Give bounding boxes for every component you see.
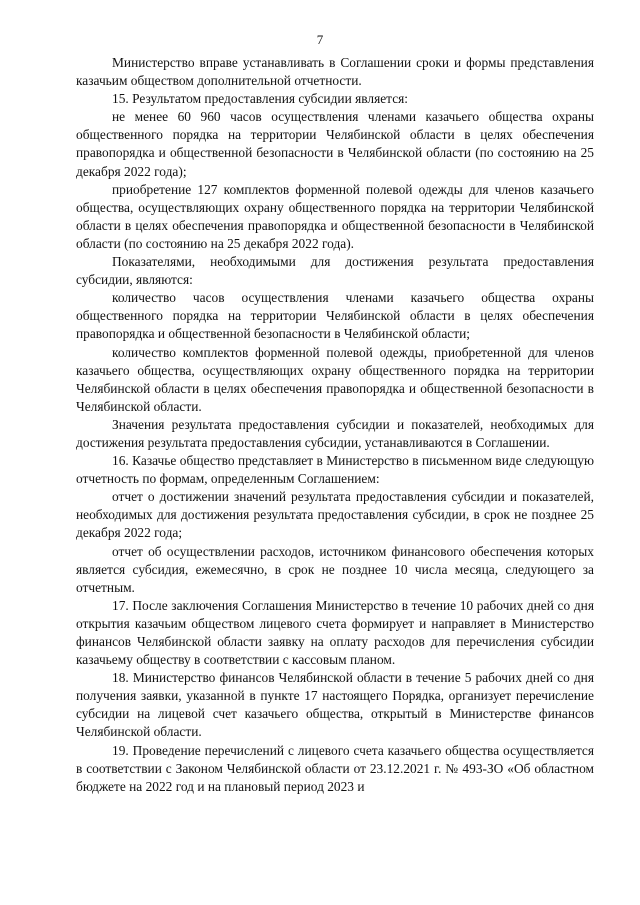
paragraph: 18. Министерство финансов Челябинской области в течение 5 рабочих дней со дня получения заявки, указанной в пункте 17 настоящего Порядка, организует перечисление субсидии на лицевой счет казачьего общества, открытый в Министерстве финансов Челябинской области.: [76, 670, 594, 740]
paragraph: 15. Результатом предоставления субсидии является:: [112, 91, 409, 107]
paragraph: не менее 60 960 часов осуществления членами казачьего общества охраны общественного порядка на территории Челябинской области в целях обеспечения правопорядка и общественной безопасности в Челябинской области (по состоянию на 25 декабря 2022 года);: [76, 109, 594, 179]
paragraph: количество часов осуществления членами казачьего общества охраны общественного порядка на территории Челябинской области в целях обеспечения правопорядка и общественной безопасности в Челябинской области;: [76, 290, 594, 342]
paragraph: приобретение 127 комплектов форменной полевой одежды для членов казачьего общества, осуществляющих охрану общественного порядка на территории Челябинской области в целях обеспечения правопорядка и общественной безопасности в Челябинской области (по состоянию на 25 декабря 2022 года).: [76, 181, 594, 251]
paragraph: 19. Проведение перечислений с лицевого счета казачьего общества осуществляется в соответствии с Законом Челябинской области от 23.12.2021 г. № 493-ЗО «Об областном бюджете на 2022 год и на плановый период 2023 и: [76, 742, 594, 794]
paragraph: 17. После заключения Соглашения Министерство в течение 10 рабочих дней со дня открытия казачьим обществом лицевого счета формирует и направляет в Министерство финансов Челябинской области заявку на оплату расходов для перечисления субсидии казачьему обществу в соответствии с кассовым планом.: [76, 597, 594, 668]
paragraph: отчет об осуществлении расходов, источником финансового обеспечения которых является субсидия, ежемесячно, в срок не позднее 10 числа месяца, следующего за отчетным.: [76, 543, 594, 595]
paragraph: Министерство вправе устанавливать в Соглашении сроки и формы представления казачьим обществом дополнительной отчетности.: [76, 55, 594, 89]
paragraph: количество комплектов форменной полевой одежды, приобретенной для членов казачьего общества, осуществляющих охрану общественного порядка на территории Челябинской области в целях обеспечения правопорядка и общественной безопасности в Челябинской области.: [76, 344, 594, 414]
paragraph: Показателями, необходимыми для достижения результата предоставления субсидии, являются:: [76, 254, 594, 288]
paragraph: Значения результата предоставления субсидии и показателей, необходимых для достижения результата предоставления субсидии, устанавливаются в Соглашении.: [76, 416, 594, 450]
paragraph: 16. Казачье общество представляет в Министерство в письменном виде следующую отчетность по формам, определенным Соглашением:: [76, 453, 594, 487]
document-body: [76, 54, 594, 796]
page-number: 7: [316, 32, 324, 47]
paragraph: отчет о достижении значений результата предоставления субсидии и показателей, необходимых для достижения результата предоставления субсидии, в срок не позднее 25 декабря 2022 года;: [76, 489, 594, 541]
